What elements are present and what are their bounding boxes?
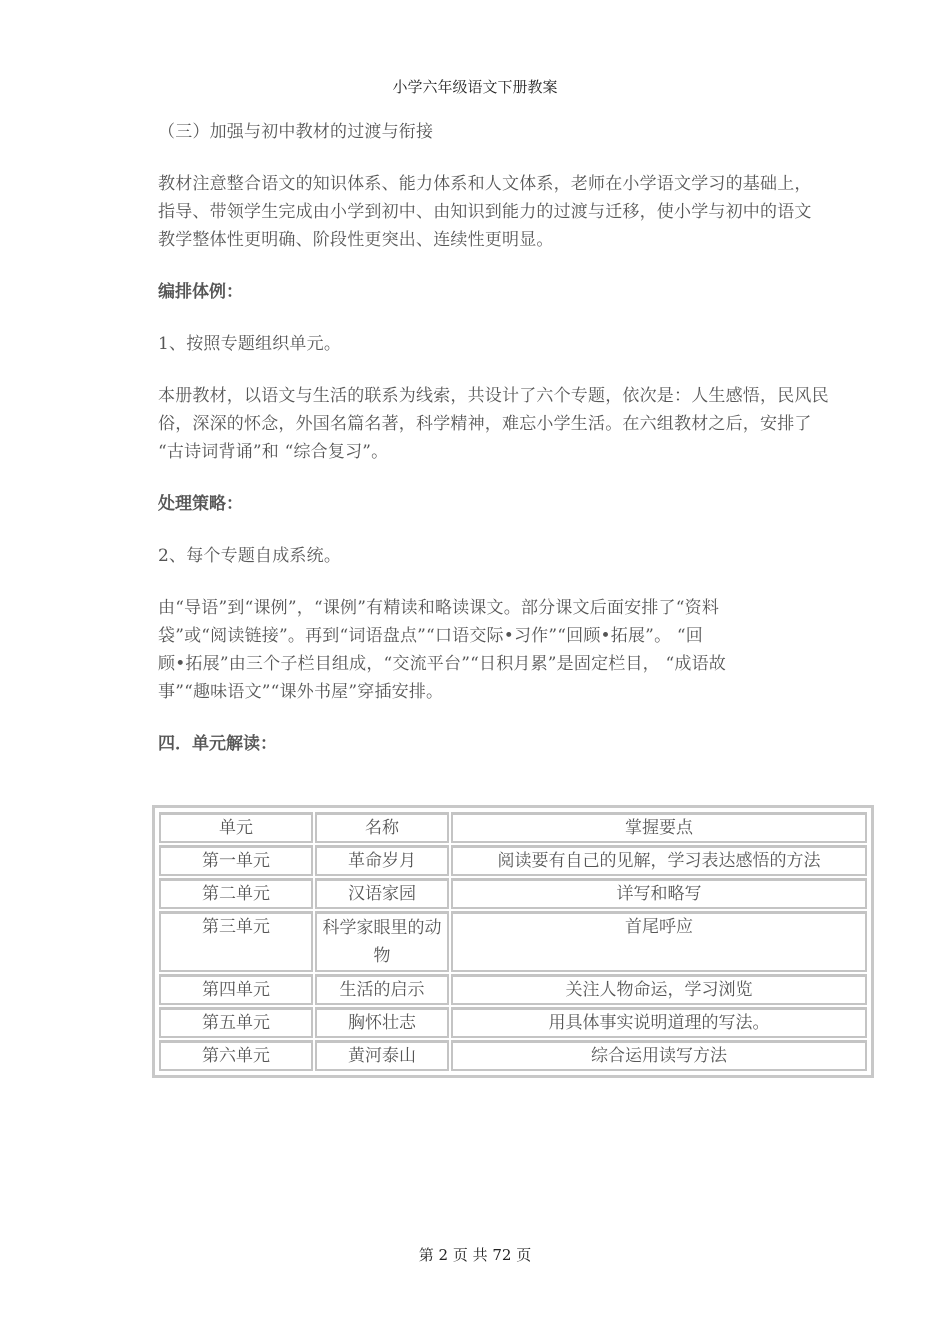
page-header-title: 小学六年级语文下册教案: [392, 78, 558, 96]
table-header-row: [159, 812, 867, 843]
table-row: [159, 845, 867, 876]
cell-name: 黄河泰山: [315, 1040, 449, 1071]
cell-unit: 第四单元: [159, 974, 313, 1005]
heading-layout: 编排体例：: [158, 282, 243, 302]
page-number-footer: 第 2 页 共 72 页: [418, 1246, 532, 1264]
paragraph-strategy-line-2: 袋”或“阅读链接”。再到“词语盘点”“口语交际•习作”“回顾•拓展”。 “回: [158, 626, 703, 646]
table-row: [159, 974, 867, 1005]
cell-name: 胸怀壮志: [315, 1007, 449, 1038]
table-header-key-points: 掌握要点: [451, 812, 867, 843]
cell-unit: 第二单元: [159, 878, 313, 909]
paragraph-strategy-line-3: 顾•拓展”由三个子栏目组成，“交流平台”“日积月累”是固定栏目， “成语故: [158, 654, 726, 674]
unit-table-container: [152, 805, 874, 1078]
table-header-name: 名称: [315, 812, 449, 843]
cell-key-points: 详写和略写: [451, 878, 867, 909]
cell-unit: 第三单元: [159, 911, 313, 972]
paragraph-transition-line-2: 指导、带领学生完成由小学到初中、由知识到能力的过渡与迁移，使小学与初中的语文: [158, 202, 812, 222]
heading-unit-interpretation: 四．单元解读：: [158, 734, 277, 754]
cell-unit: 第一单元: [159, 845, 313, 876]
cell-name: 革命岁月: [315, 845, 449, 876]
cell-key-points: 首尾呼应: [451, 911, 867, 972]
unit-table: [157, 810, 869, 1073]
table-row: [159, 878, 867, 909]
table-row: [159, 1007, 867, 1038]
paragraph-strategy-line-1: 由“导语”到“课例”，“课例”有精读和略读课文。部分课文后面安排了“资料: [158, 598, 720, 618]
cell-key-points: 阅读要有自己的见解，学习表达感悟的方法: [451, 845, 867, 876]
paragraph-layout-line-1: 本册教材，以语文与生活的联系为线索，共设计了六个专题，依次是：人生感悟，民风民: [158, 386, 829, 406]
heading-strategy: 处理策略：: [158, 494, 243, 514]
cell-key-points: 关注人物命运，学习浏览: [451, 974, 867, 1005]
cell-unit: 第六单元: [159, 1040, 313, 1071]
paragraph-layout-line-3: “古诗词背诵”和 “综合复习”。: [158, 442, 389, 462]
paragraph-strategy-line-4: 事”“趣味语文”“课外书屋”穿插安排。: [158, 682, 444, 702]
cell-name: 生活的启示: [315, 974, 449, 1005]
table-row: [159, 911, 867, 972]
cell-name: 科学家眼里的动物: [315, 911, 449, 972]
cell-name: 汉语家园: [315, 878, 449, 909]
layout-item-1: 1、按照专题组织单元。: [158, 334, 342, 354]
cell-unit: 第五单元: [159, 1007, 313, 1038]
strategy-item-2: 2、每个专题自成系统。: [158, 546, 342, 566]
table-row: [159, 1040, 867, 1071]
paragraph-transition-line-3: 教学整体性更明确、阶段性更突出、连续性更明显。: [158, 230, 554, 250]
cell-key-points: 综合运用读写方法: [451, 1040, 867, 1071]
cell-key-points: 用具体事实说明道理的写法。: [451, 1007, 867, 1038]
paragraph-transition-line-1: 教材注意整合语文的知识体系、能力体系和人文体系，老师在小学语文学习的基础上，: [158, 174, 812, 194]
table-header-unit: 单元: [159, 812, 313, 843]
paragraph-layout-line-2: 俗，深深的怀念，外国名篇名著，科学精神，难忘小学生活。在六组教材之后，安排了: [158, 414, 812, 434]
subheading-transition: （三）加强与初中教材的过渡与衔接: [158, 122, 434, 142]
document-body: [158, 118, 878, 758]
